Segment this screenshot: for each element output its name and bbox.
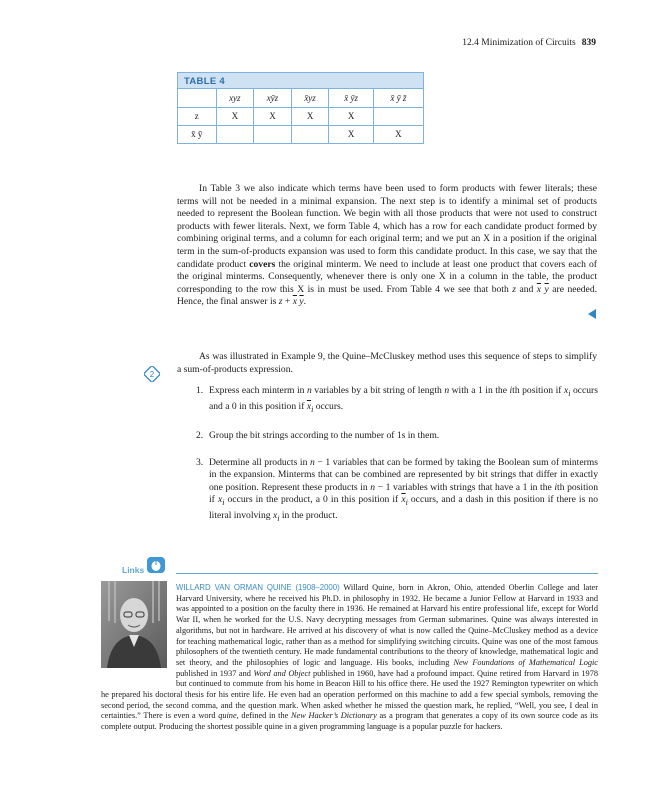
paragraph-table-explanation — [177, 183, 597, 309]
table-header-cell: x̄ ȳ z̄ — [373, 89, 423, 107]
page-number: 839 — [581, 38, 596, 48]
step-number: 1. — [196, 385, 204, 396]
text-run: Willard Quine, born in Akron, Ohio, attended Oberlin College and later Harvard University, where he received his Ph.D. in philosophy in 1932. He became a Junior Fellow at Harvard in 1933 and was appointed to a position on the faculty there in 1936. He remained at Harvard his entire professional life, except for World War II, when he worked for the U.S. Navy decrypting messages from German submarines. Quine was always interested in algorithms, but not in hardware. He arrived at his discovery of what is now called the Quine–McCluskey method as a device for teaching mathematical logic, rather than as a method for simplifying switching circuits. Quine was one of the most famous philosophers of the twentieth century. He made fundamental contributions to the theory of knowledge, mathematical logic and set theory, and the philosophies of logic and language. His books, including — [176, 583, 598, 667]
text-run: published in 1937 and — [176, 668, 254, 678]
table-header-cell: x̄yz — [291, 89, 329, 107]
table-title: TABLE 4 — [178, 73, 423, 89]
book-title: New Hacker’s Dictionary — [291, 711, 377, 721]
text-run: and — [515, 283, 537, 295]
table-header-cell: xyz — [216, 89, 254, 107]
text-run: the original minterm. We need to include at least one product that covers each of the original minterms. Consequently, whenever there is only one X in a column in the table, the product corresponding to the row this X is in must be used. From Table 4 we see that both — [177, 258, 597, 295]
term-covers: covers — [249, 258, 276, 270]
table-cell — [291, 125, 329, 143]
table-header-cell — [178, 89, 216, 107]
math-z: z — [512, 283, 516, 295]
method-steps — [196, 385, 598, 539]
table-cell — [216, 125, 254, 143]
table-cell — [254, 125, 292, 143]
book-title: New Foundations of Mathematical Logic — [453, 657, 598, 667]
table-cell: X — [254, 107, 292, 125]
text-run: are needed. Hence, the final answer is — [177, 283, 598, 308]
section-title: 12.4 Minimization of Circuits — [462, 38, 576, 48]
row-label: z — [178, 107, 216, 125]
text-run: as a program that generates a copy of its own source code as its complete output. Producing the shortest possible quine in a given programming language is a popular puzzle for hackers. — [101, 711, 599, 732]
running-head — [462, 38, 596, 48]
row-label: x̄ ȳ — [178, 125, 216, 143]
biography-quine — [101, 583, 598, 733]
text-run: + — [282, 296, 293, 308]
bio-heading: WILLARD VAN ORMAN QUINE (1908–2000) — [176, 583, 340, 592]
table-cell: X — [329, 107, 373, 125]
table-cell: X — [373, 125, 423, 143]
text-run: . — [303, 296, 307, 308]
table-cell: X — [329, 125, 373, 143]
list-item — [196, 430, 598, 443]
step-text: Group the bit strings according to the number of 1s in them. — [209, 430, 440, 441]
table-cell: X — [216, 107, 254, 125]
math-z: z — [278, 296, 283, 308]
step-number: 2. — [196, 430, 204, 441]
algorithm-margin-icon — [144, 366, 160, 382]
term-quine: quine — [218, 711, 237, 721]
text-run: , defined in the — [236, 711, 291, 721]
table-4 — [177, 72, 424, 144]
table-header-cell: xȳz — [254, 89, 292, 107]
links-label[interactable]: Links — [122, 565, 145, 575]
math-xbar: $\overline{x}$ — [536, 283, 542, 295]
end-of-example-triangle-icon — [588, 309, 596, 319]
step-text: Express each minterm in n variables by a bit string of length n with a 1 in the ith position if $x_i$ occurs and a 0 in this position if $\overline{x}_i$ occurs. — [209, 385, 598, 414]
table-cell: X — [291, 107, 329, 125]
book-title: Word and Object — [253, 668, 311, 678]
math-xbar: $\overline{x}$ — [292, 296, 297, 308]
divider — [176, 573, 598, 574]
table-cell — [373, 107, 423, 125]
paragraph-method-intro: As was illustrated in Example 9, the Quine–McCluskey method uses this sequence of steps to simplify a sum-of-products expression. — [177, 351, 597, 375]
table-header-row — [178, 89, 423, 107]
table-header-cell: x̄ ȳz — [329, 89, 373, 107]
links-mouse-icon[interactable] — [146, 556, 166, 574]
text-run: In Table 3 we also indicate which terms have been used to form products with fewer literals; these terms will not be needed in a minimal expansion. The next step is to identify a minimal set of products needed to represent the Boolean function. We begin with all those products that were not used to construct products with fewer literals. Next, we form Table 4, which has a row for each candidate product formed by combining original terms, and a column for each original term; and we put an X in a position if the original term in the sum-of-products expansion was used to form this candidate product. In this case, we say that the candidate product — [177, 183, 597, 270]
math-ybar: $\overline{y}$ — [299, 296, 304, 308]
math-ybar: $\overline{y}$ — [544, 283, 549, 295]
text-run: published in 1960, have had a profound impact. Quine retired from Harvard in 1978 but continued to commute from his home in Beacon Hill to his office there. He used the 1927 Remington typewriter on which he prepared his doctoral thesis for his entire life. He even had an operation performed on this machine to add a few special symbols, removing the second period, the second comma, and the question mark. When asked whether he missed the question mark, he replied, “Well, you see, I deal in certainties.” There is even a word — [101, 668, 598, 721]
svg-text:2: 2 — [149, 370, 155, 379]
step-number: 3. — [196, 456, 204, 468]
table-row — [178, 107, 423, 125]
minterm-table — [178, 89, 423, 143]
step-text: Determine all products in n − 1 variables that can be formed by taking the Boolean sum of minterms in the expansion. Minterms that can be combined are represented by bit strings that differ in exactly one position. Represent these products in n − 1 variables with strings that have a 1 in the ith position if $x_i$ occurs in the product, a 0 in this position if $\overline{x}_i$ occurs, and a dash in this position if there is no literal involving $x_i$ in the product. — [209, 456, 598, 523]
table-row — [178, 125, 423, 143]
list-item — [196, 385, 598, 416]
list-item — [196, 457, 598, 526]
